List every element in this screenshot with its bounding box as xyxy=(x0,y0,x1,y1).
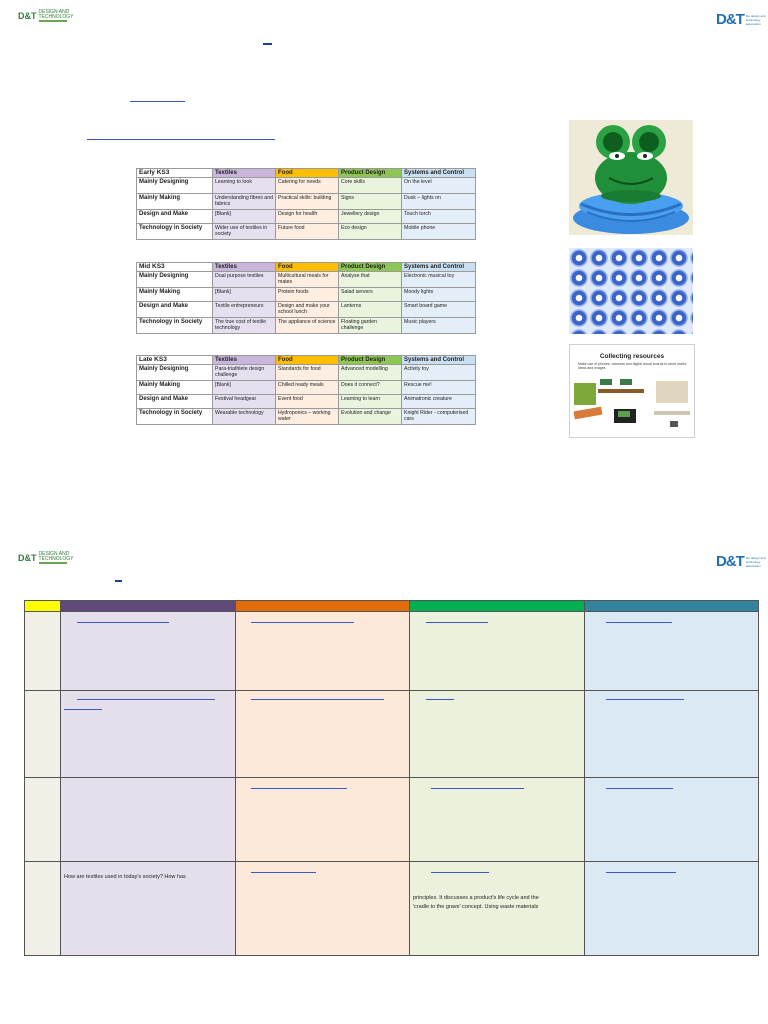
table-cell: The true cost of textile technology xyxy=(213,318,276,334)
cell-text: 'cradle to the grave' concept. Using waste materials xyxy=(413,904,539,910)
cell-link[interactable] xyxy=(64,709,102,710)
row-label: Design and Make xyxy=(137,395,213,409)
table-header: Mid KS3 xyxy=(137,263,213,272)
late-ks3-table xyxy=(136,355,476,425)
table-header-product-design: Product Design xyxy=(339,169,402,178)
row-label: Technology in Society xyxy=(137,224,213,240)
table-cell: Hydroponics – working water xyxy=(276,409,339,425)
table-cell: Design and make your school lunch xyxy=(276,302,339,318)
grid-cell-food xyxy=(235,690,410,778)
table-cell: Core skills xyxy=(339,178,402,194)
table-header-product-design: Product Design xyxy=(339,263,402,272)
table-header-textiles: Textiles xyxy=(213,169,276,178)
cell-text: principles. It discusses a product's life cycle and the xyxy=(413,895,539,901)
row-label: Mainly Making xyxy=(137,381,213,395)
logo-mark: D&T xyxy=(18,553,37,563)
table-cell: Animatronic creature xyxy=(402,395,476,409)
table-cell: Lanterns xyxy=(339,302,402,318)
row-label: Technology in Society xyxy=(137,409,213,425)
cell-link[interactable] xyxy=(431,872,489,873)
early-ks3-table xyxy=(136,168,476,240)
grid-cell-systems xyxy=(584,611,759,691)
resources-title: Collecting resources xyxy=(599,353,665,360)
logo-text: DESIGN AND TECHNOLOGY xyxy=(38,9,74,20)
hyperlink-underline[interactable] xyxy=(130,101,185,102)
cell-link[interactable] xyxy=(606,872,676,873)
cell-text: How are textiles used in today's society? How has xyxy=(64,874,186,880)
cell-link[interactable] xyxy=(251,872,316,873)
table-cell: Knight Rider - computerised cars xyxy=(402,409,476,425)
table-cell: Dusk – lights on xyxy=(402,194,476,210)
table-cell: Does it connect? xyxy=(339,381,402,395)
logo-mark: D&T xyxy=(716,11,744,28)
table-cell: Moody lights xyxy=(402,288,476,302)
grid-cell-textiles xyxy=(60,777,236,862)
table-header-systems: Systems and Control xyxy=(402,263,476,272)
cell-link[interactable] xyxy=(606,699,684,700)
grid-cell-food xyxy=(235,861,410,956)
table-cell: Wider use of textiles in society xyxy=(213,224,276,240)
row-label: Technology in Society xyxy=(137,318,213,334)
table-header-product-design: Product Design xyxy=(339,356,402,365)
table-header: Early KS3 xyxy=(137,169,213,178)
logo-mark: D&T xyxy=(716,553,744,570)
grid-cell-product-design xyxy=(409,611,585,691)
table-cell: Signs xyxy=(339,194,402,210)
table-cell: Design for health xyxy=(276,210,339,224)
dt-logo-top-right xyxy=(716,11,768,28)
logo-text: the design and technology association xyxy=(745,555,766,568)
grid-cell-systems xyxy=(584,690,759,778)
table-cell: Smart board game xyxy=(402,302,476,318)
mid-ks3-table xyxy=(136,262,476,334)
row-label: Mainly Making xyxy=(137,288,213,302)
grid-row-label xyxy=(24,861,61,956)
row-label: Design and Make xyxy=(137,302,213,318)
table-cell: Textile entrepreneurs xyxy=(213,302,276,318)
cell-link[interactable] xyxy=(251,699,384,700)
table-cell: Advanced modelling xyxy=(339,365,402,381)
grid-cell-product-design xyxy=(409,861,585,956)
hyperlink-underline[interactable] xyxy=(87,139,275,140)
table-header-systems: Systems and Control xyxy=(402,169,476,178)
grid-cell-product-design xyxy=(409,777,585,862)
grid-cell-systems xyxy=(584,777,759,862)
grid-row-label xyxy=(24,777,61,862)
cell-link[interactable] xyxy=(251,622,354,623)
table-cell: Chilled ready meals xyxy=(276,381,339,395)
table-header-systems: Systems and Control xyxy=(402,356,476,365)
table-cell: [Blank] xyxy=(213,288,276,302)
cell-link[interactable] xyxy=(77,699,215,700)
row-label: Mainly Designing xyxy=(137,272,213,288)
resources-subtitle: Make use of phones, cameras and digital visual boards to store useful ideas and images xyxy=(578,362,687,370)
cell-link[interactable] xyxy=(431,788,524,789)
table-cell: [Blank] xyxy=(213,381,276,395)
table-cell: The appliance of science xyxy=(276,318,339,334)
logo-bar xyxy=(39,562,67,564)
table-header-textiles: Textiles xyxy=(213,356,276,365)
grid-cell-food xyxy=(235,777,410,862)
table-cell: Rescue me! xyxy=(402,381,476,395)
table-cell: Protein foods xyxy=(276,288,339,302)
grid-row-label xyxy=(24,690,61,778)
table-header-food: Food xyxy=(276,263,339,272)
title-dash xyxy=(263,43,272,45)
dt-logo-top-left xyxy=(18,10,73,22)
table-cell: Electronic musical toy xyxy=(402,272,476,288)
row-label: Mainly Designing xyxy=(137,178,213,194)
table-cell: Music players xyxy=(402,318,476,334)
collecting-resources-thumbnail xyxy=(569,344,695,438)
table-cell: Catering for needs xyxy=(276,178,339,194)
logo-mark: D&T xyxy=(18,11,37,21)
cell-link[interactable] xyxy=(77,622,169,623)
dt-logo-bottom-left xyxy=(18,552,73,564)
grid-cell-textiles xyxy=(60,690,236,778)
grid-row-label xyxy=(24,611,61,691)
grid-cell-systems xyxy=(584,861,759,956)
cell-link[interactable] xyxy=(251,788,347,789)
table-cell: Analyse that xyxy=(339,272,402,288)
table-cell: Standards for food xyxy=(276,365,339,381)
table-cell: Eco design xyxy=(339,224,402,240)
table-cell: Learning to look xyxy=(213,178,276,194)
logo-text: the design and technology association xyxy=(745,13,766,26)
table-cell: [Blank] xyxy=(213,210,276,224)
table-cell: Festival headgear xyxy=(213,395,276,409)
grid-cell-textiles xyxy=(60,861,236,956)
grid-cell-food xyxy=(235,611,410,691)
table-cell: Jewellery design xyxy=(339,210,402,224)
table-cell: Evolution and change xyxy=(339,409,402,425)
table-cell: Para-triathlete design challenge xyxy=(213,365,276,381)
table-cell: Future food xyxy=(276,224,339,240)
blue-pattern-image xyxy=(569,248,693,334)
table-header-food: Food xyxy=(276,356,339,365)
table-cell: Activity toy xyxy=(402,365,476,381)
cell-link[interactable] xyxy=(426,622,488,623)
table-cell: Multicultural meals for mates xyxy=(276,272,339,288)
table-header-textiles: Textiles xyxy=(213,263,276,272)
table-header: Late KS3 xyxy=(137,356,213,365)
table-cell: Practical skills: building xyxy=(276,194,339,210)
logo-bar xyxy=(39,20,67,22)
table-cell: Floating garden challenge xyxy=(339,318,402,334)
table-cell: Wearable technology xyxy=(213,409,276,425)
logo-text: DESIGN AND TECHNOLOGY xyxy=(38,551,74,562)
table-cell: Learning to learn xyxy=(339,395,402,409)
table-cell: Salad servers xyxy=(339,288,402,302)
frog-basket-photo xyxy=(569,120,693,235)
grid-cell-product-design xyxy=(409,690,585,778)
row-label: Mainly Designing xyxy=(137,365,213,381)
table-cell: Mobile phone xyxy=(402,224,476,240)
dt-logo-bottom-right xyxy=(716,553,768,570)
table-cell: Understanding fibres and fabrics xyxy=(213,194,276,210)
table-cell: On the level xyxy=(402,178,476,194)
row-label: Mainly Making xyxy=(137,194,213,210)
row-label: Design and Make xyxy=(137,210,213,224)
cell-link[interactable] xyxy=(606,788,673,789)
cell-link[interactable] xyxy=(606,622,672,623)
table-cell: Event food xyxy=(276,395,339,409)
table-cell: Touch torch xyxy=(402,210,476,224)
title-dash xyxy=(115,580,122,582)
table-header-food: Food xyxy=(276,169,339,178)
cell-link[interactable] xyxy=(426,699,454,700)
grid-cell-textiles xyxy=(60,611,236,691)
table-cell: Dual purpose textiles xyxy=(213,272,276,288)
